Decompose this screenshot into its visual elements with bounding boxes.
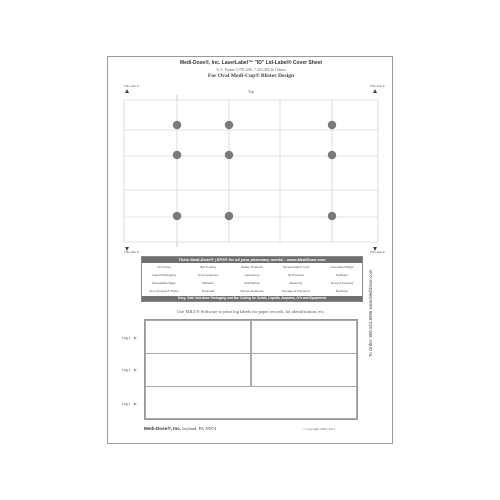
banner-item: Ophthalmic [244,281,260,285]
banner-item: Safety Products [241,265,263,269]
banner-item: Liquid Packaging [152,273,176,277]
banner-item: Automated Bags [330,265,354,269]
banner-item: Resealable Bags [152,281,176,285]
log-label-3: Log 1 [122,402,131,406]
banner-item: TamperSafe® Lock [282,265,310,269]
copyright: © Copyright 2006, 2013 [302,427,336,431]
sheet-title: Medi-Dose®, Inc. LaserLabel™ "ID" Lid-Label® Cover Sheet [179,60,323,66]
company-name: Medi-Dose®, Inc. [144,426,182,431]
banner-footer: Easy, Safe Unit-dose Packaging and Bar Coding for Solids, Liquids, Ampules, IV's and Equipment [142,296,362,301]
banner-item: Perinatal [201,289,215,293]
top-left-corner-label: This side in [124,84,140,88]
cover-sheet [107,56,393,444]
bottom-right-corner-label: This side in [370,250,386,254]
banner-item: Laboratory [244,273,260,277]
banner-item: IV Accessories [197,273,219,277]
log-label-cell [145,386,357,419]
banner-item: Filtration [202,281,214,285]
design-line: For Oval Medi-Cup® Blister Design [207,73,295,79]
log-label-cell [145,353,251,387]
blister-cavity [328,212,336,220]
blister-grid [108,57,394,257]
blister-cavity [225,151,233,159]
blister-cavity [225,212,233,220]
top-right-corner-label: This side in [370,84,386,88]
log-arrow-icon [134,369,137,371]
banner-item: Bar Coding [200,265,216,269]
banner-item: Tamper Evidence [240,289,264,293]
log-label-1: Log 1 [122,336,131,340]
log-arrow-icon [134,337,137,339]
banner-item: Unit Dose [157,265,171,269]
blister-cavity [173,212,181,220]
banner-item: Newborn [335,289,349,293]
blister-cavity [328,151,336,159]
log-label-2: Log 1 [122,368,131,372]
footer-address [144,426,216,431]
software-note: Use MILT® Software to print log labels for paper records, lot identification, etc. [177,309,325,314]
product-banner [141,256,363,302]
log-label-cell [251,320,357,354]
patent-line: U.S. Patent 5,781,636; 7,453,485 & Others [216,67,286,72]
banner-item: Storage & Transport [282,289,310,293]
order-info: To Order: 800.523.8966 www.MediDose.com [368,269,373,357]
top-label: Top [247,89,255,94]
log-arrow-icon [134,403,137,405]
log-label-cell [251,353,357,387]
blister-cavity [173,151,181,159]
company-address: Ivyland, PA 18974 [182,426,217,431]
banner-headline: Think Medi-Dose® | EPS® for all your pharmacy needs! - www.MediDose.com [142,257,362,263]
blister-cavity [173,121,181,129]
banner-product-grid [144,265,362,296]
banner-item: ID Products [287,273,305,277]
banner-item: Software [335,273,349,277]
banner-item: Record Keeping [330,281,354,285]
log-label-cell [145,320,251,354]
bottom-left-corner-label: This side in [124,250,140,254]
blister-cavity [328,121,336,129]
log-label-table [144,319,358,420]
banner-item: Item Dropper® Bottle [149,289,179,293]
blister-cavity [225,121,233,129]
banner-item: Maternity [289,281,303,285]
